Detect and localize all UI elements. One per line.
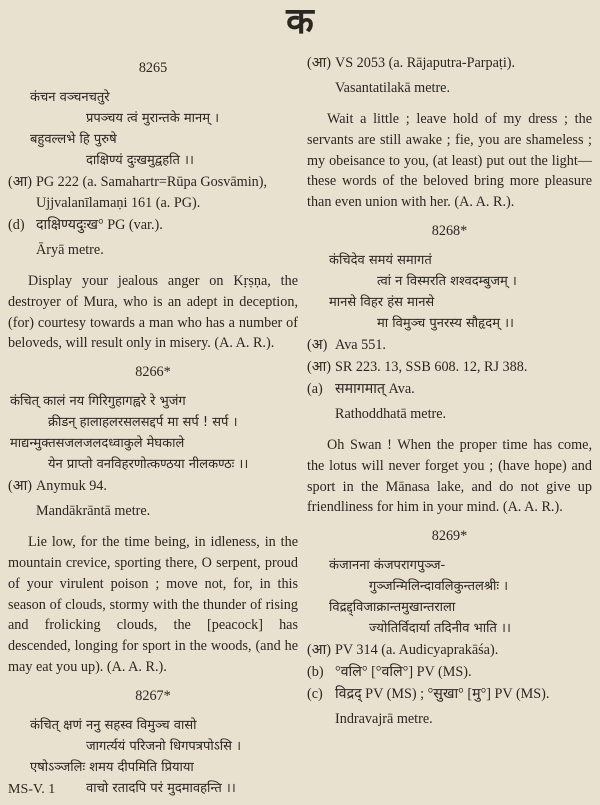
entry-number: 8268* <box>431 222 468 239</box>
reference-text: विद्रद् PV (MS) ; °सुखा° [मु°] PV (MS). <box>335 686 550 703</box>
page-head-letter: क <box>286 1 314 42</box>
reference-text: VS 2053 (a. Rājaputra-Parpaṭi). <box>335 55 516 71</box>
reference <box>307 662 592 683</box>
verse-line: कंचन वञ्चनचतुरे <box>30 90 110 105</box>
metre-label: Vasantatilakā metre. <box>335 80 451 96</box>
verse-line: वाचो रतादपि परं मुदमावहन्ति ।। <box>86 780 236 796</box>
reference <box>307 640 592 661</box>
metre-label: Rathoddhatā metre. <box>335 405 447 422</box>
entry-number: 8267* <box>135 687 171 704</box>
reference-text: PG 222 (a. Samahartr=Rūpa Gosvāmin), Ujjvalanīlamaṇi 161 (a. PG). <box>36 174 268 211</box>
reference-label: (b) <box>307 664 324 681</box>
reference-text: SR 223. 13, SSB 608. 12, RJ 388. <box>335 358 528 375</box>
page-footer: MS-V. 1 <box>8 782 56 797</box>
verse-line: कंचिदेव समयं समागतं <box>329 252 432 268</box>
verse-8269 <box>307 555 592 639</box>
verse-line: येन प्राप्तो वनविहरणोत्कण्ठया नीलकण्ठः ।। <box>48 457 249 473</box>
reference <box>307 684 592 705</box>
translation: Lie low, for the time being, in idleness, in the mountain crevice, sporting there, O serpent, proud of your virulent poison ; move not, for, in this season of clouds, stormy with the thunder of rising and frolicking clouds, the [peacock] has descended, longing for sport in the woods, (and he may eat you up). (A. A. R.). <box>8 534 298 675</box>
reference-label: (आ) <box>307 642 331 659</box>
verse-8268 <box>307 250 592 334</box>
verse-line: गुञ्जन्मिलिन्दावलिकुन्तलश्रीः । <box>369 579 509 595</box>
reference-label: (आ) <box>307 55 331 71</box>
verse-line: मानसे विहर हंस मानसे <box>329 294 435 310</box>
verse-line: माद्यन्मुक्तसजलजलदध्वाकुले मेघकाले <box>10 436 185 452</box>
verse-line: क्रीडन् हालाहलरसलसद्दर्प मा सर्प ! सर्प । <box>48 415 238 431</box>
entry-number: 8269* <box>431 528 468 545</box>
metre-label: Āryā metre. <box>36 242 104 258</box>
verse-line: मा विमुञ्च पुनरस्य सौहृदम् ।। <box>377 315 514 331</box>
reference-text: दाक्षिण्यदुःख° PG (var.). <box>36 217 163 233</box>
verse-line: कंजानना कंजपरागपुञ्ज- <box>329 558 446 574</box>
reference <box>8 172 298 214</box>
reference <box>8 215 298 236</box>
reference <box>307 53 592 74</box>
entry-number: 8265 <box>138 60 168 76</box>
reference-text: PV 314 (a. Audicyaprakāśa). <box>335 642 499 659</box>
reference <box>8 476 298 497</box>
verse-line: एषोऽञ्जलिः शमय दीपमिति प्रियाया <box>30 759 194 775</box>
verse-line: बहुवल्लभे हि पुरुषे <box>30 132 117 147</box>
translation: Oh Swan ! When the proper time has come, the lotus will never forget you ; (have hope) and sport in the Mānasa lake, and do not give up friendliness for him in your mind. (A. A. R.). <box>307 436 592 516</box>
reference-text: समागमात् Ava. <box>335 380 415 397</box>
reference-label: (d) <box>8 217 25 233</box>
verse-8265 <box>8 87 298 171</box>
translation: Wait a little ; leave hold of my dress ; the servants are still awake ; fie, you are shameless ; my obeisance to you, (at least) put out the light—these words of the beloved bring more pleasure than even union with her. (A. A. R.). <box>307 111 592 211</box>
reference <box>307 357 592 378</box>
verse-8266 <box>8 391 298 475</box>
verse-line: कंचित् क्षणं ननु सहस्व विमुञ्च वासो <box>30 717 197 733</box>
translation: Display your jealous anger on Kṛṣṇa, the destroyer of Mura, who is an adept in deception, (for) courtesy towards a man who has a number of beloveds, will result only in misery. (A. A. R.). <box>8 273 298 352</box>
reference-label: (आ) <box>307 358 331 375</box>
reference-label: (a) <box>307 380 323 397</box>
verse-line: त्वां न विस्मरति शश्वदम्बुजम् । <box>377 273 517 289</box>
metre-label: Indravajrā metre. <box>335 711 433 728</box>
reference <box>307 379 592 400</box>
verse-line: प्रपञ्चय त्वं मुरान्तके मानम् । <box>86 111 220 126</box>
entry-number: 8266* <box>135 364 171 381</box>
reference-text: °वलि° [°वलि°] PV (MS). <box>335 664 472 681</box>
verse-line: ज्योतिर्विदार्या तदिनीव भाति ।। <box>369 621 511 637</box>
metre-label: Mandākrāntā metre. <box>36 503 151 520</box>
verse-line: जागर्त्ययं परिजनो धिगपत्रपोऽसि । <box>86 738 242 754</box>
reference-text: Ava 551. <box>335 336 386 353</box>
left-column <box>8 52 298 799</box>
reference <box>307 335 592 356</box>
reference-text: Anymuk 94. <box>36 478 107 495</box>
reference-label: (आ) <box>8 174 32 190</box>
reference-label: (अ) <box>307 336 328 353</box>
right-column <box>307 52 592 740</box>
reference-label: (आ) <box>8 478 32 495</box>
reference-label: (c) <box>307 686 323 703</box>
verse-line: दाक्षिण्यं दुःखमुद्वहति ।। <box>86 153 194 168</box>
verse-line: विद्रद्द्विजाक्रान्तमुखान्तराला <box>329 600 456 616</box>
verse-line: कंचित् कालं नय गिरिगुहागह्वरे रे भुजंग <box>10 394 186 410</box>
